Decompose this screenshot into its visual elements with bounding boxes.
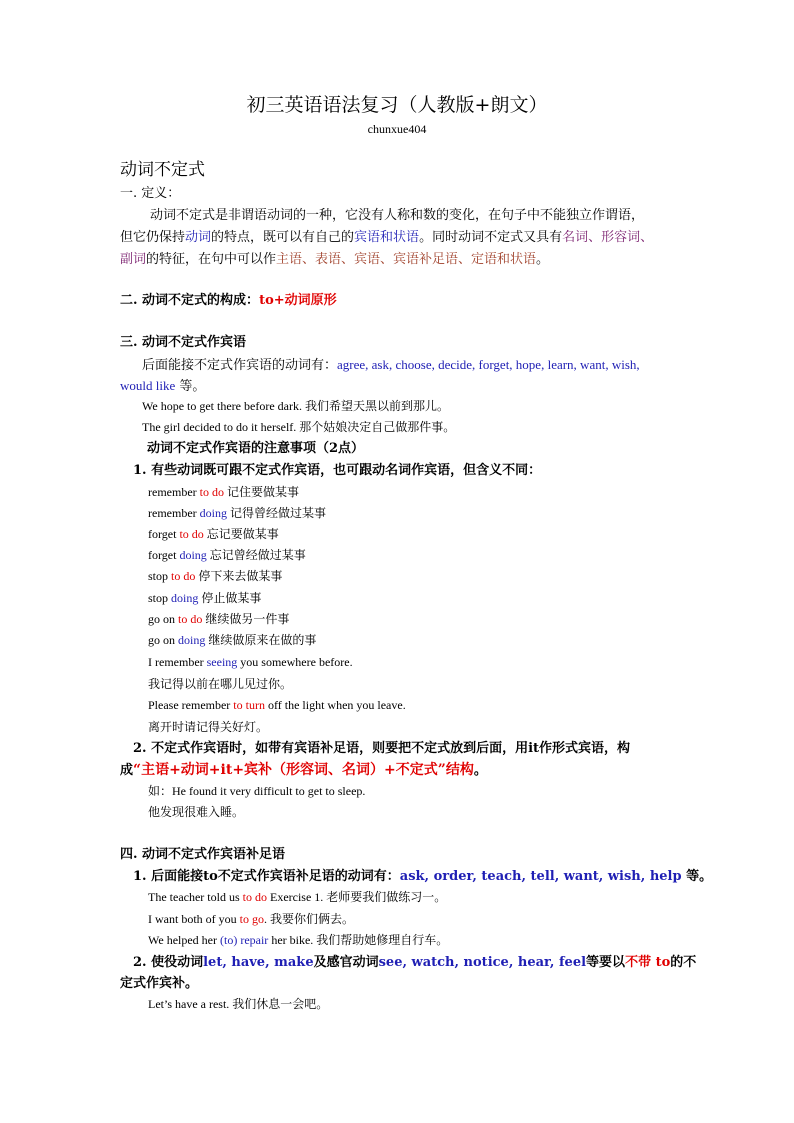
note-2-line-1: 2. 不定式作宾语时，如带有宾语补足语，则要把不定式放到后面，用it作形式宾语，构 [133,741,631,756]
text: 。 [473,763,487,778]
example-sentence: The girl decided to do it herself. 那个姑娘决定自己做那件事。 [142,420,456,434]
verb-form: seeing [206,655,238,669]
example-sentence: We hope to get there before dark. 我们希望天黑以前到那儿。 [142,399,449,413]
document-author: chunxue404 [367,122,427,136]
complement-note-2-line-1 [133,955,696,971]
list-item [148,485,299,499]
text: We helped her [148,933,220,947]
text: 等。 [681,869,713,884]
text: I remember [148,655,207,669]
text: 的特征，在句中可以作 [146,252,277,267]
text: 。 [536,252,550,267]
highlight-adverb: 副词 [120,252,147,267]
example-sentence [148,655,353,669]
meaning: 停止做某事 [198,591,262,605]
verb-form: doing [171,591,199,605]
text: 的特点，既可以有自己的 [211,230,355,245]
note-1: 1. 有些动词既可跟不定式作宾语，也可跟动名词作宾语，但含义不同： [133,463,542,478]
text: 动词不定式是非谓语动词的一种，它没有人称和数的变化，在句子中不能独立作谓语， [150,208,645,223]
text: . 我要你们俩去。 [264,912,355,926]
text: her bike. 我们帮助她修理自行车。 [268,933,449,947]
text: 等。 [175,379,206,394]
structure-heading [120,293,337,309]
definition-line-3 [120,252,549,268]
text: go on [148,633,178,647]
definition-line-2 [120,230,653,246]
text: you somewhere before. [237,655,353,669]
text: The teacher told us [148,890,243,904]
text: 1. 后面能接to不定式作宾语补足语的动词有： [133,869,400,884]
verb-list: ask, order, teach, tell, want, wish, help [399,869,682,884]
list-item [148,569,282,583]
list-item [148,591,261,605]
text: forget [148,527,180,541]
meaning: 继续做另一件事 [202,612,290,626]
verb-list: agree, ask, choose, decide, forget, hope, learn, want, wish, [337,357,640,372]
text: 但它仍保持 [120,230,186,245]
list-item [148,506,326,520]
list-item [148,527,279,541]
document-title: 初三英语语法复习（人教版+朗文） [246,94,548,116]
object-verbs-line-1 [142,357,640,374]
verb-form: doing [178,633,206,647]
text: 后面能接不定式作宾语的动词有： [142,358,338,373]
highlight-noun-adj: 名词、形容词、 [562,230,654,245]
text: off the light when you leave. [264,698,406,712]
object-verbs-line-2 [120,378,205,395]
example-sentence [148,698,406,712]
list-item [148,612,289,626]
text: 成 [120,763,134,778]
without-to: 不带 to [625,955,671,970]
example-sentence: Let’s have a rest. 我们休息一会吧。 [148,997,329,1011]
text: 二. 动词不定式的构成： [120,293,260,308]
example-sentence [148,933,448,947]
structure-formula: to+动词原形 [259,293,337,308]
object-heading: 三. 动词不定式作宾语 [120,335,247,350]
meaning: 继续做原来在做的事 [205,633,317,647]
example-sentence [148,912,354,926]
verb-form: doing [179,548,207,562]
example-translation: 我记得以前在哪儿见过你。 [148,677,293,691]
meaning: 记得曾经做过某事 [226,506,326,520]
text: remember [148,485,200,499]
highlight-roles: 主语、表语、宾语、宾语补足语、定语和状语 [276,252,537,267]
section-heading: 动词不定式 [120,160,205,180]
meaning: 记住要做某事 [223,485,299,499]
verb-form: to turn [233,698,265,712]
verb-form: to do [179,527,204,541]
text: forget [148,548,180,562]
text: stop [148,569,172,583]
text: remember [148,506,200,520]
structure-pattern: “主语+动词+it+宾补（形容词、名词）+不定式”结构 [133,762,474,778]
text: 等要以 [586,955,626,970]
complement-note-1 [133,869,712,885]
verb-form: to do [171,569,196,583]
verb-form: to go [239,912,264,926]
example-sentence [148,890,446,904]
complement-note-2-line-2: 定式作宾补。 [120,976,199,991]
meaning: 忘记要做某事 [203,527,279,541]
text: 的不 [670,955,697,970]
highlight-object: 宾语和状语 [354,230,420,245]
sense-verbs: see, watch, notice, hear, feel [378,955,587,970]
verb-form: to do [242,890,267,904]
text: 2. 使役动词 [133,955,204,970]
meaning: 忘记曾经做过某事 [206,548,306,562]
verb-list-end: would like [120,378,176,393]
text: stop [148,591,172,605]
text: 及感官动词 [313,955,379,970]
text: Please remember [148,698,234,712]
text: Exercise 1. 老师要我们做练习一。 [266,890,447,904]
complement-heading: 四. 动词不定式作宾语补足语 [120,847,286,862]
text: I want both of you [148,912,240,926]
list-item [148,633,316,647]
verb-form: to do [199,485,224,499]
text: 。同时动词不定式又具有 [419,230,563,245]
text: go on [148,612,178,626]
highlight-verb: 动词 [185,230,212,245]
example-translation: 离开时请记得关好灯。 [148,720,269,734]
meaning: 停下来去做某事 [195,569,283,583]
list-item [148,548,306,562]
notes-heading: 动词不定式作宾语的注意事项（2点） [147,441,365,456]
verb-form: (to) repair [220,933,269,947]
example-sentence: 如：He found it very difficult to get to sleep. [148,784,366,798]
verb-form: to do [178,612,203,626]
note-2-line-2 [120,762,487,779]
example-translation: 他发现很难入睡。 [148,805,245,819]
definition-line-1 [150,208,644,224]
causative-verbs: let, have, make [203,955,314,970]
verb-form: doing [199,506,227,520]
definition-title: 一. 定义： [120,186,181,201]
